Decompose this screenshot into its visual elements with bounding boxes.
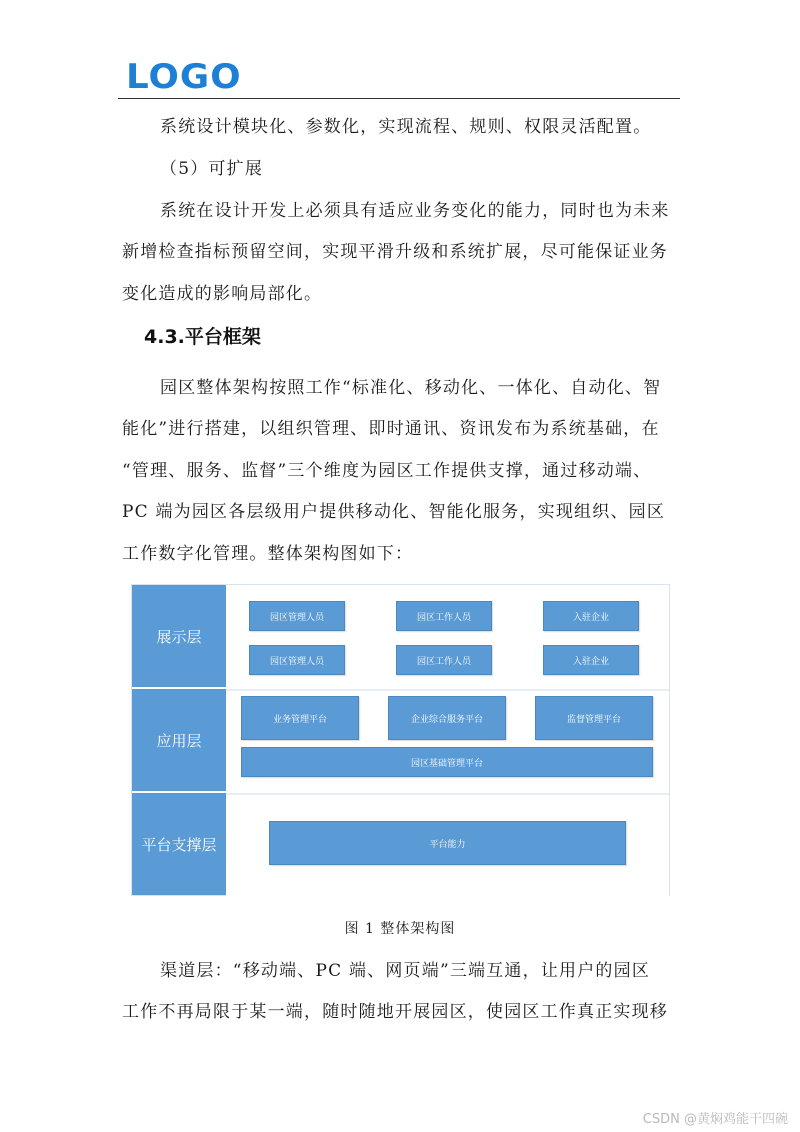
box-enterprise-service-platform: 企业综合服务平台 (388, 696, 506, 740)
paragraph-line: 工作数字化管理。整体架构图如下： (122, 544, 414, 564)
box-platform-capability: 平台能力 (269, 821, 626, 865)
section-heading: 4.3.平台框架 (144, 326, 261, 348)
text-line: 系统设计模块化、参数化，实现流程、规则、权限灵活配置。 (160, 117, 652, 137)
box-resident-enterprise: 入驻企业 (543, 601, 639, 631)
box-park-staff: 园区工作人员 (396, 601, 492, 631)
logo: LOGO (126, 57, 242, 97)
box-supervision-platform: 监督管理平台 (535, 696, 653, 740)
box-park-base-platform: 园区基础管理平台 (241, 747, 653, 777)
layer-label-display: 展示层 (132, 585, 226, 689)
box-business-platform: 业务管理平台 (241, 696, 359, 740)
paragraph-line: 工作不再局限于某一端，随时随地开展园区，使园区工作真正实现移 (122, 1002, 668, 1022)
box-park-staff: 园区工作人员 (396, 645, 492, 675)
box-park-manager: 园区管理人员 (249, 645, 345, 675)
paragraph-line: 能化”进行搭建，以组织管理、即时通讯、资讯发布为系统基础，在 (122, 419, 660, 439)
paragraph-line: “管理、服务、监督”三个维度为园区工作提供支撑，通过移动端、 (122, 461, 652, 481)
paragraph-line: 系统在设计开发上必须具有适应业务变化的能力，同时也为未来 (160, 201, 670, 221)
layer-label-application: 应用层 (132, 689, 226, 793)
paragraph-line: 园区整体架构按照工作“标准化、移动化、一体化、自动化、智 (160, 378, 662, 398)
paragraph-line: PC 端为园区各层级用户提供移动化、智能化服务，实现组织、园区 (122, 502, 666, 522)
figure-caption: 图 1 整体架构图 (344, 921, 456, 937)
layer-label-platform: 平台支撑层 (132, 793, 226, 895)
paragraph-line: 渠道层：“移动端、PC 端、网页端”三端互通，让用户的园区 (160, 961, 651, 981)
watermark: CSDN @黄焖鸡能干四碗 (642, 1112, 788, 1127)
paragraph-line: 变化造成的影响局部化。 (122, 284, 323, 304)
paragraph-line: 新增检查指标预留空间，实现平滑升级和系统扩展，尽可能保证业务 (122, 242, 668, 262)
box-resident-enterprise: 入驻企业 (543, 645, 639, 675)
architecture-diagram (132, 585, 669, 895)
box-park-manager: 园区管理人员 (249, 601, 345, 631)
list-item-heading: （5）可扩展 (160, 159, 264, 179)
header-divider (118, 98, 680, 99)
